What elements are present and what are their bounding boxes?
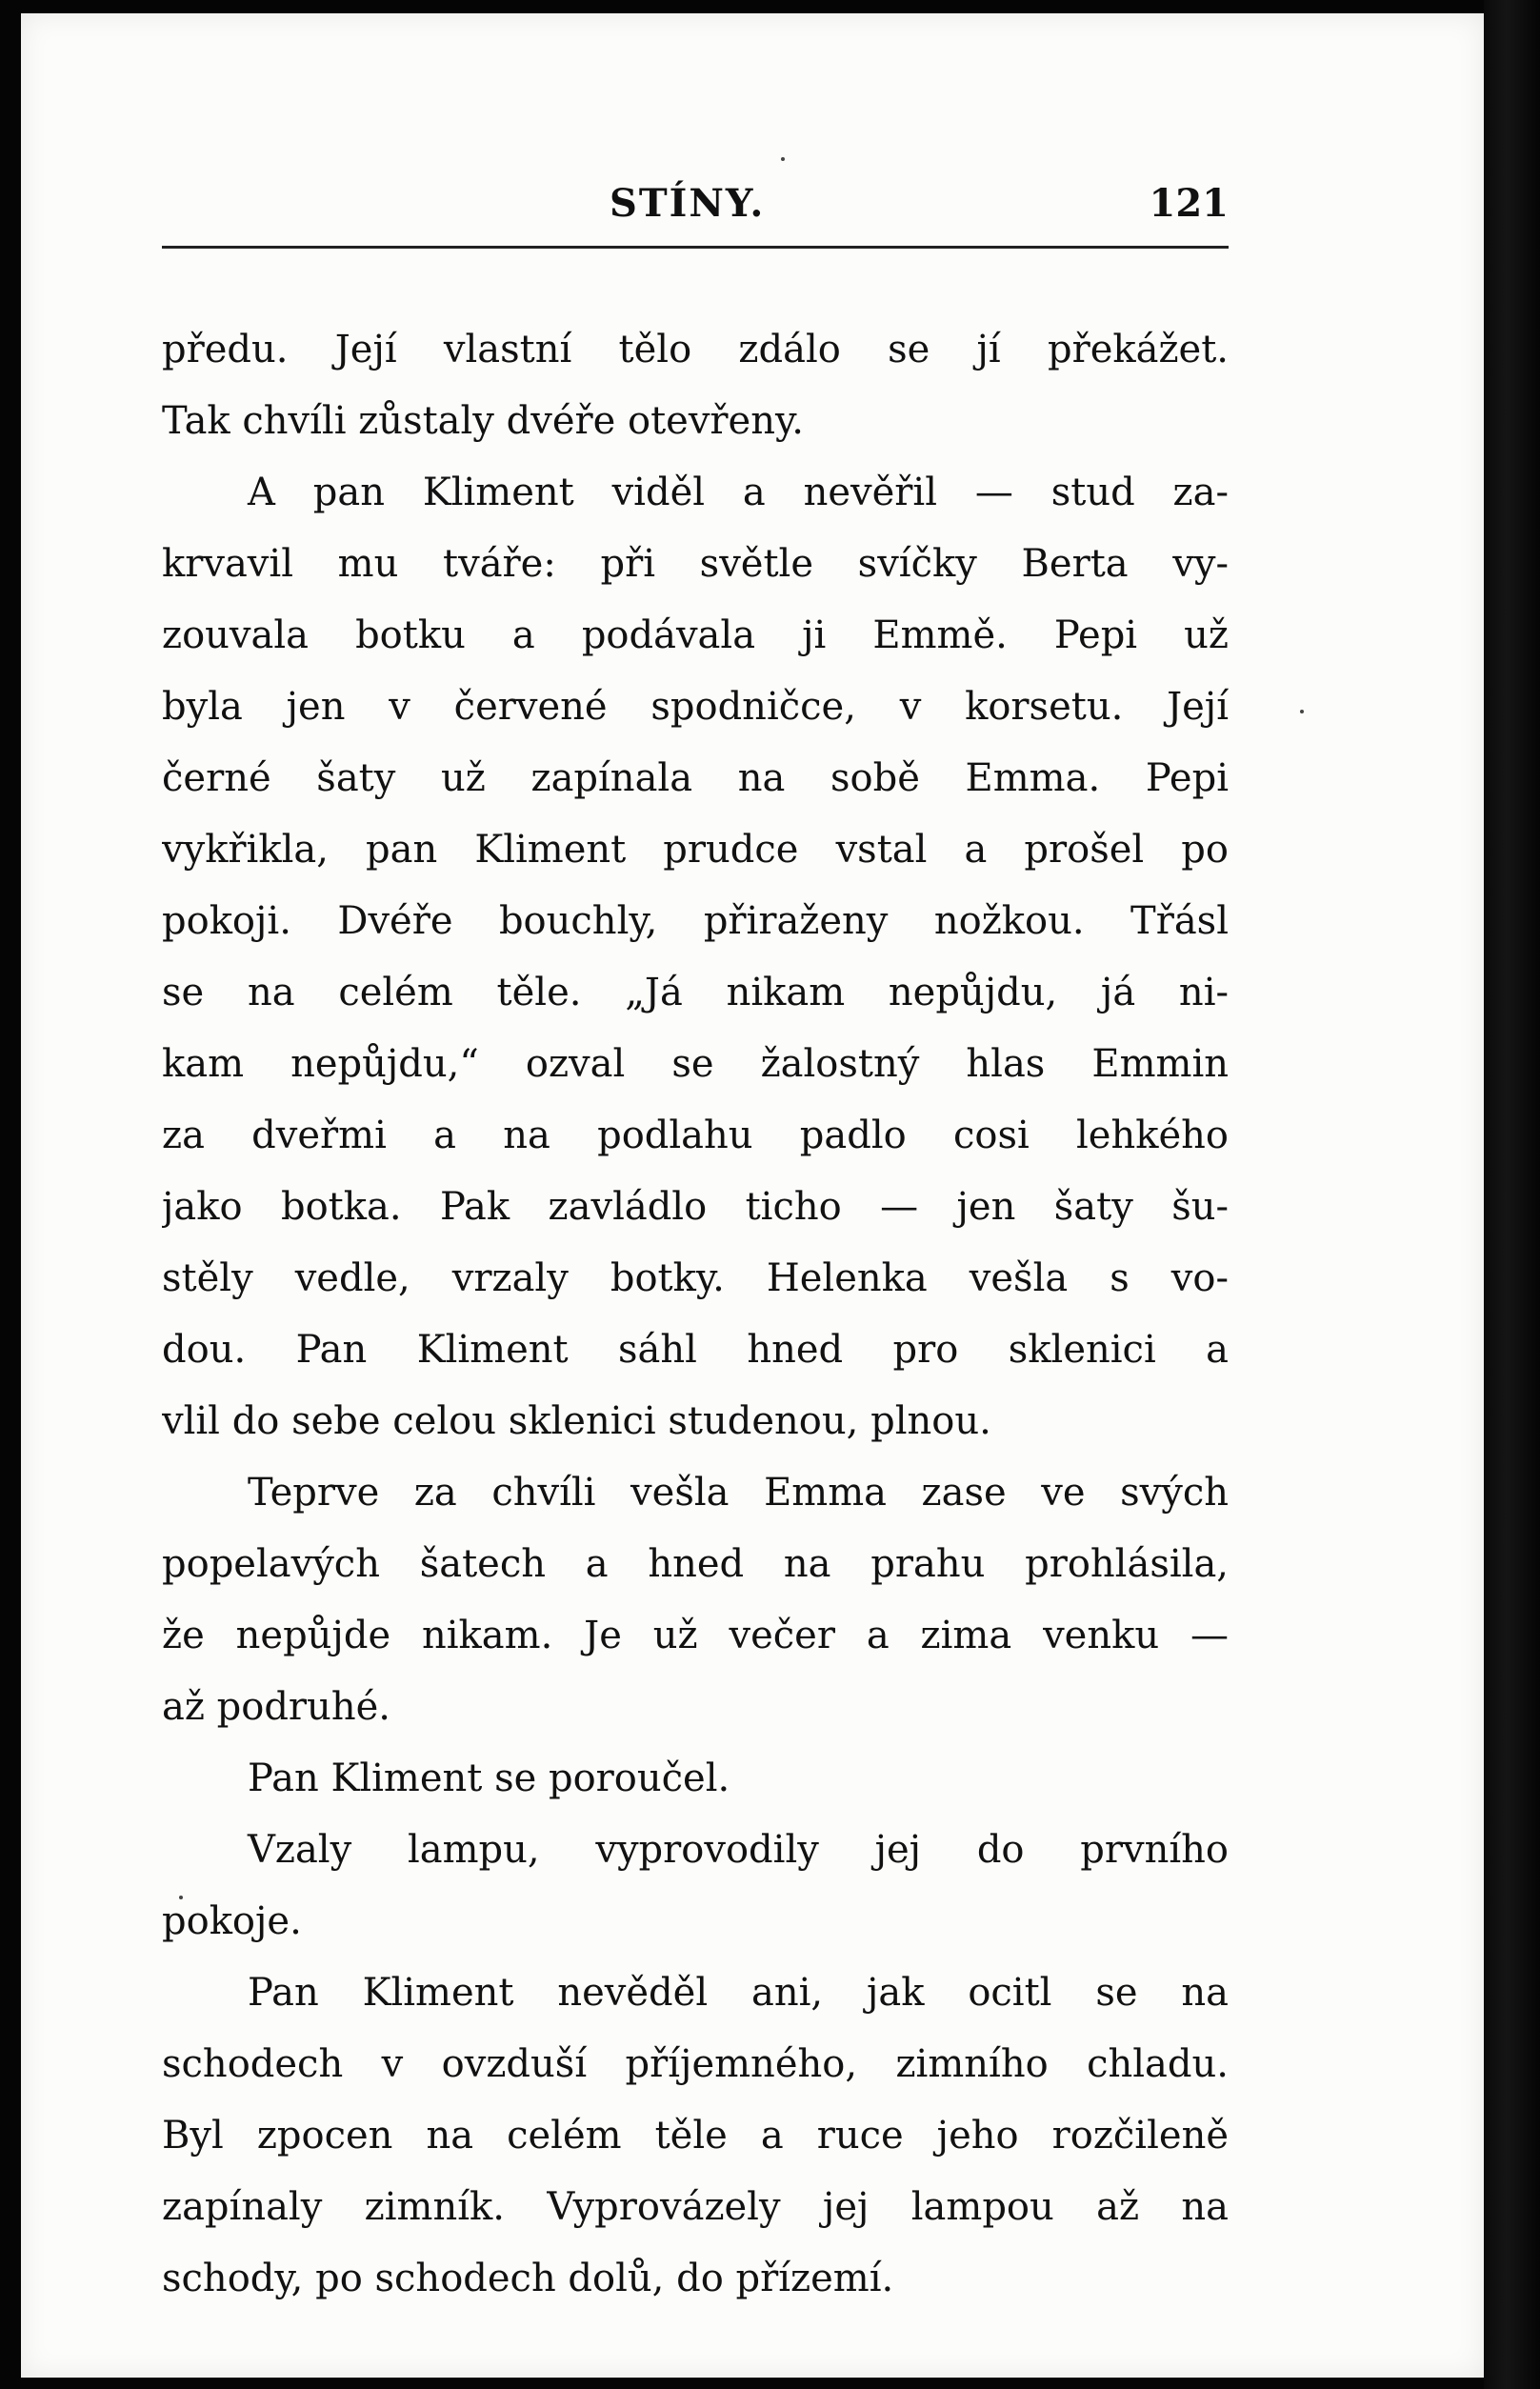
- text-line: schody, po schodech dolů, do přízemí.: [162, 2257, 894, 2300]
- text-line: za dveřmi a na podlahu padlo cosi lehkého: [162, 1114, 1229, 1157]
- text-line: předu. Její vlastní tělo zdálo se jí překážet.: [162, 328, 1229, 371]
- text-line: Pan Kliment nevěděl ani, jak ocitl se na: [248, 1971, 1229, 2015]
- text-line: dou. Pan Kliment sáhl hned pro sklenici a: [162, 1328, 1229, 1372]
- text-line: byla jen v červené spodničce, v korsetu. Její: [162, 685, 1229, 729]
- text-line: stěly vedle, vrzaly botky. Helenka vešla s vo-: [162, 1256, 1229, 1300]
- text-line: Teprve za chvíli vešla Emma zase ve svých: [248, 1471, 1229, 1515]
- body-text: [162, 314, 1229, 2315]
- header-rule: [162, 246, 1229, 249]
- text-line: A pan Kliment viděl a nevěřil — stud za-: [248, 471, 1229, 514]
- print-speck: [179, 1896, 183, 1899]
- running-title: STÍNY.: [610, 181, 766, 226]
- print-speck: [1300, 710, 1304, 713]
- text-line: jako botka. Pak zavládlo ticho — jen šaty šu-: [162, 1185, 1229, 1229]
- running-header: [162, 181, 1229, 238]
- text-line: Vzaly lampu, vyprovodily jej do prvního: [248, 1828, 1229, 1872]
- page-edge-shadow: [1484, 0, 1540, 2389]
- text-line: zapínaly zimník. Vyprovázely jej lampou až na: [162, 2185, 1229, 2229]
- text-line: Pan Kliment se poroučel.: [248, 1757, 730, 1800]
- text-line: zouvala botku a podávala ji Emmě. Pepi už: [162, 613, 1229, 657]
- text-line: schodech v ovzduší příjemného, zimního chladu.: [162, 2042, 1229, 2086]
- text-line: černé šaty už zapínala na sobě Emma. Pepi: [162, 756, 1229, 800]
- text-line: pokoje.: [162, 1899, 302, 1943]
- text-line: vykřikla, pan Kliment prudce vstal a prošel po: [162, 828, 1229, 872]
- text-line: až podruhé.: [162, 1685, 390, 1729]
- text-line: že nepůjde nikam. Je už večer a zima venku —: [162, 1614, 1229, 1657]
- text-line: krvavil mu tváře: při světle svíčky Berta vy-: [162, 542, 1229, 586]
- text-line: kam nepůjdu,“ ozval se žalostný hlas Emmin: [162, 1042, 1229, 1086]
- text-line: Byl zpocen na celém těle a ruce jeho rozčileně: [162, 2114, 1229, 2158]
- print-speck: [781, 157, 785, 161]
- text-line: pokoji. Dvéře bouchly, přiraženy nožkou. Třásl: [162, 899, 1229, 943]
- text-line: vlil do sebe celou sklenici studenou, plnou.: [162, 1399, 991, 1443]
- page-number: 121: [1149, 181, 1229, 226]
- text-line: se na celém těle. „Já nikam nepůjdu, já ni-: [162, 971, 1229, 1014]
- text-line: popelavých šatech a hned na prahu prohlásila,: [162, 1542, 1229, 1586]
- text-line: Tak chvíli zůstaly dvéře otevřeny.: [162, 399, 804, 443]
